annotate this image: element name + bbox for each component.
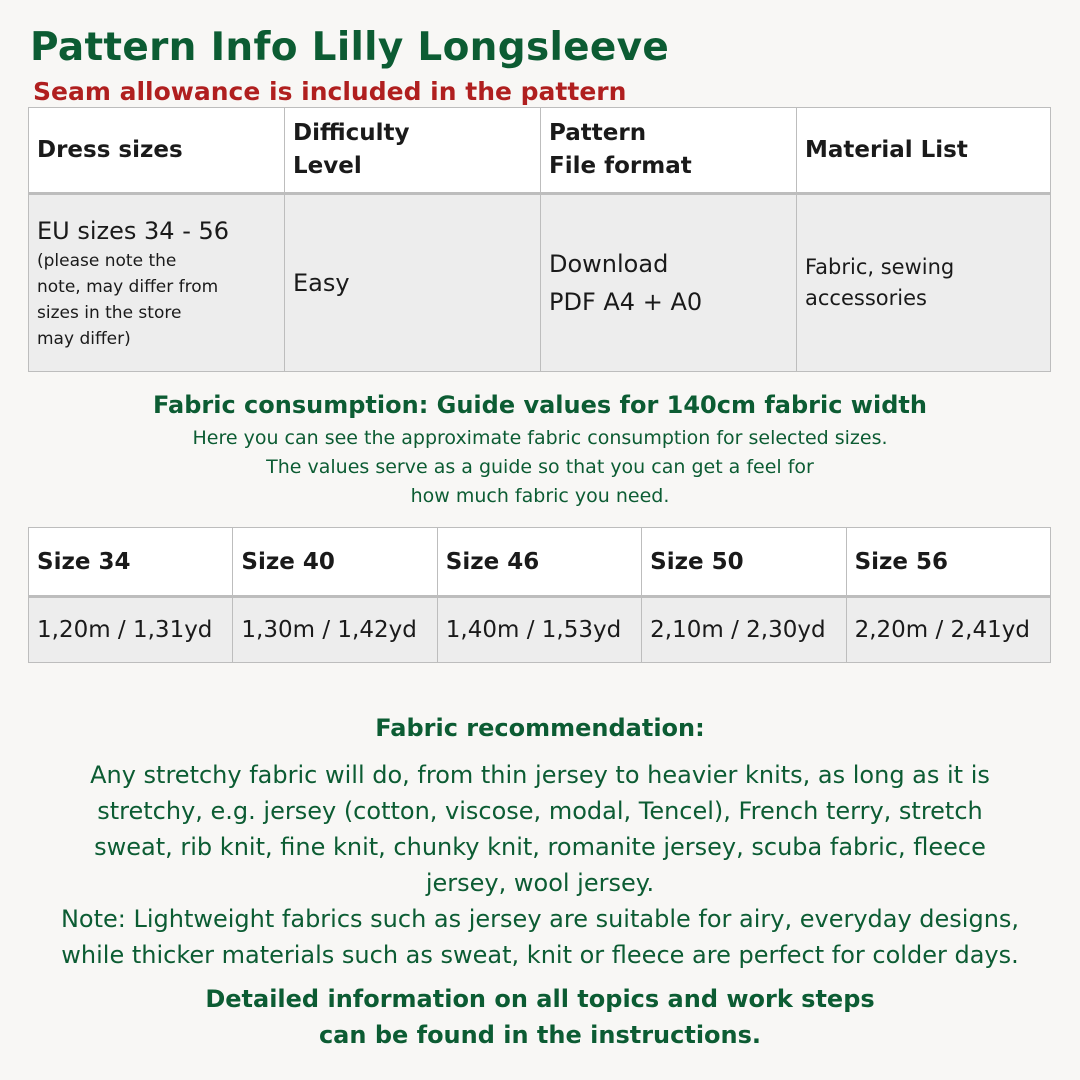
sizes-note-line: (please note the [37, 251, 177, 271]
recommendation-line: Any stretchy fabric will do, from thin jersey to heavier knits, as long as it is [90, 761, 990, 789]
info-table-value-row [29, 194, 1051, 372]
size-header: Size 50 [642, 528, 846, 597]
consumption-value: 1,20m / 1,31yd [29, 597, 233, 663]
consumption-line: The values serve as a guide so that you can get a feel for [266, 456, 814, 478]
size-header: Size 34 [29, 528, 233, 597]
file-format-header-line1: Pattern [549, 120, 647, 146]
dress-sizes-cell [29, 194, 285, 372]
consumption-description [0, 424, 1080, 511]
eu-sizes-value: EU sizes 34 - 56 [37, 217, 230, 245]
consumption-heading: Fabric consumption: Guide values for 140cm fabric width [153, 391, 927, 419]
info-table-header-row [29, 108, 1051, 194]
pattern-info-table [28, 107, 1051, 372]
file-format-value-line2: PDF A4 + A0 [549, 288, 703, 316]
file-format-value-line1: Download [549, 250, 669, 278]
difficulty-header-line1: Difficulty [293, 120, 410, 146]
sizes-note-line: sizes in the store [37, 303, 182, 323]
recommendation-heading: Fabric recommendation: [375, 714, 705, 742]
size-header: Size 56 [846, 528, 1050, 597]
consumption-value: 1,30m / 1,42yd [233, 597, 437, 663]
consumption-size-row [29, 528, 1051, 597]
file-format-header [541, 108, 797, 194]
consumption-line: how much fabric you need. [410, 485, 670, 507]
instructions-note-line1: Detailed information on all topics and work steps [205, 985, 875, 1013]
instructions-note [0, 981, 1080, 1053]
difficulty-header-line2: Level [293, 153, 362, 179]
size-header: Size 46 [437, 528, 641, 597]
file-format-header-line2: File format [549, 153, 692, 179]
file-format-value [541, 194, 797, 372]
recommendation-line: sweat, rib knit, fine knit, chunky knit, romanite jersey, scuba fabric, fleece [94, 833, 986, 861]
consumption-value: 1,40m / 1,53yd [437, 597, 641, 663]
sizes-note-line: may differ) [37, 329, 131, 349]
fabric-consumption-table [28, 527, 1051, 663]
seam-allowance-note: Seam allowance is included in the pattern [33, 77, 627, 106]
recommendation-line: Note: Lightweight fabrics such as jersey are suitable for airy, everyday designs, [60, 905, 1020, 933]
sizes-note-line: note, may differ from [37, 277, 219, 297]
difficulty-value: Easy [285, 194, 541, 372]
dress-sizes-header: Dress sizes [29, 108, 285, 194]
consumption-value-row [29, 597, 1051, 663]
recommendation-line: stretchy, e.g. jersey (cotton, viscose, modal, Tencel), French terry, stretch [97, 797, 983, 825]
recommendation-line: jersey, wool jersey. [425, 869, 655, 897]
material-list-value-line2: accessories [805, 286, 927, 310]
recommendation-line: while thicker materials such as sweat, knit or fleece are perfect for colder days. [61, 941, 1019, 969]
consumption-value: 2,10m / 2,30yd [642, 597, 846, 663]
instructions-note-line2: can be found in the instructions. [318, 1021, 762, 1049]
difficulty-header [285, 108, 541, 194]
material-list-value [797, 194, 1051, 372]
material-list-header: Material List [797, 108, 1051, 194]
recommendation-text [0, 757, 1080, 973]
consumption-value: 2,20m / 2,41yd [846, 597, 1050, 663]
consumption-line: Here you can see the approximate fabric consumption for selected sizes. [192, 427, 888, 449]
size-header: Size 40 [233, 528, 437, 597]
page-title: Pattern Info Lilly Longsleeve [30, 25, 670, 70]
material-list-value-line1: Fabric, sewing [805, 255, 955, 279]
